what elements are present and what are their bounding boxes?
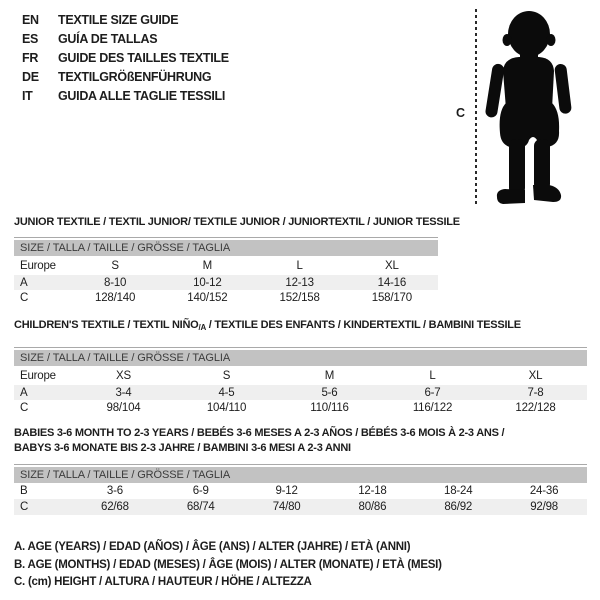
size-bar-label: SIZE / TALLA / TAILLE / GRÖSSE / TAGLIA [14,467,587,483]
babies-section-heading [14,426,504,456]
value-cell: 3-4 [115,386,132,399]
value-cell: 122/128 [515,401,556,414]
footnote-legend [14,539,442,592]
value-cell: 98/104 [106,401,141,414]
language-code: EN [22,12,39,27]
value-cell: 140/152 [187,291,228,304]
value-cell: 3-6 [106,485,123,497]
value-cell: 14-16 [377,276,407,289]
size-header-cell: S [222,369,231,382]
table-row-age-months [14,483,587,499]
value-cell: 24-36 [529,485,559,497]
value-cell: 62/68 [101,501,129,513]
size-header-cell: S [111,259,119,272]
row-label: C [20,291,29,304]
language-code: DE [22,69,39,84]
children-heading-subscript: /A [198,323,206,332]
row-label: C [20,401,29,414]
row-label: Europe [20,259,56,272]
row-label: A [20,276,28,289]
value-cell: 12-18 [358,485,387,497]
value-cell: 74/80 [272,501,301,513]
footnote-height-cm: C. (cm) HEIGHT / ALTURA / HAUTEUR / HÖHE / ALTEZZA [14,576,312,588]
value-cell: 10-12 [193,276,222,289]
guide-title-es: GUÍA DE TALLAS [58,31,158,46]
value-cell: 128/140 [95,291,136,304]
table-row-europe [14,366,587,385]
value-cell: 104/110 [206,401,247,414]
value-cell: 18-24 [444,485,473,497]
row-label: B [20,485,28,497]
language-row-fr [22,48,229,67]
size-bar-label: SIZE / TALLA / TAILLE / GRÖSSE / TAGLIA [14,240,438,256]
value-cell: 4-5 [218,386,235,399]
children-heading-rest: / TEXTILE DES ENFANTS / KINDERTEXTIL / BAMBINI TESSILE [205,319,521,331]
row-label: Europe [20,369,56,382]
value-cell: 8-10 [104,276,127,289]
row-label: C [20,501,29,513]
size-header-cell: XL [385,259,399,272]
babies-size-table [14,464,587,515]
junior-section-heading: JUNIOR TEXTILE / TEXTIL JUNIOR/ TEXTILE JUNIOR / JUNIORTEXTIL / JUNIOR TESSILE [14,216,460,228]
size-header-cell: M [202,259,213,272]
table-row-europe [14,256,438,275]
table-row-height [14,499,587,515]
language-code: IT [22,88,33,103]
children-heading-main: CHILDREN'S TEXTILE / TEXTIL NIÑO [14,319,199,331]
table-row-height [14,400,587,415]
children-size-table [14,347,587,415]
language-row-es [22,29,229,48]
size-header-cell: XS [116,369,131,382]
value-cell: 68/74 [186,501,215,513]
guide-title-it: GUIDA ALLE TAGLIE TESSILI [58,88,226,103]
value-cell: 92/98 [530,501,558,513]
table-row-age [14,385,587,400]
size-header-cell: XL [528,369,543,382]
value-cell: 80/86 [358,501,387,513]
junior-size-table [14,237,438,305]
value-cell: 116/122 [412,401,453,414]
value-cell: 5-6 [321,386,338,399]
footnote-age-years: A. AGE (YEARS) / EDAD (AÑOS) / ÂGE (ANS) / ALTER (JAHRE) / ETÀ (ANNI) [14,541,411,553]
size-header-cell: M [324,369,335,382]
value-cell: 7-8 [527,386,544,399]
value-cell: 9-12 [275,485,298,497]
language-row-en [22,10,229,29]
children-section-heading [14,318,521,335]
value-cell: 152/158 [279,291,320,304]
value-cell: 110/116 [310,401,349,414]
row-label: A [20,386,28,399]
height-measure-label: C [456,106,466,120]
language-code: ES [22,31,39,46]
language-code: FR [22,50,39,65]
value-cell: 12-13 [285,276,314,289]
value-cell: 158/170 [371,291,412,304]
size-header-cell: L [429,369,436,382]
guide-title-en: TEXTILE SIZE GUIDE [58,12,179,27]
table-row-age [14,275,438,290]
size-header-cell: L [296,259,303,272]
size-bar-label: SIZE / TALLA / TAILLE / GRÖSSE / TAGLIA [14,350,587,366]
language-row-de [22,67,229,86]
babies-heading-line2: BABYS 3-6 MONATE BIS 2-3 JAHRE / BAMBINI 3-6 MESI A 2-3 ANNI [14,442,351,454]
value-cell: 6-9 [192,485,209,497]
value-cell: 6-7 [424,386,441,399]
language-row-it [22,86,229,105]
footnote-age-months: B. AGE (MONTHS) / EDAD (MESES) / ÂGE (MOIS) / ALTER (MONATE) / ETÀ (MESI) [14,558,442,571]
language-title-list [22,10,229,105]
babies-heading-line1: BABIES 3-6 MONTH TO 2-3 YEARS / BEBÉS 3-6 MESES A 2-3 AÑOS / BÉBÉS 3-6 MOIS À 2-3 ANS / [14,427,505,439]
guide-title-de: TEXTILGRÖßENFÜHRUNG [58,69,212,84]
value-cell: 86/92 [444,501,473,513]
table-row-height [14,290,438,305]
guide-title-fr: GUIDE DES TAILLES TEXTILE [58,50,229,65]
toddler-silhouette-image [481,7,577,207]
height-measure-dotted-line [475,9,477,207]
